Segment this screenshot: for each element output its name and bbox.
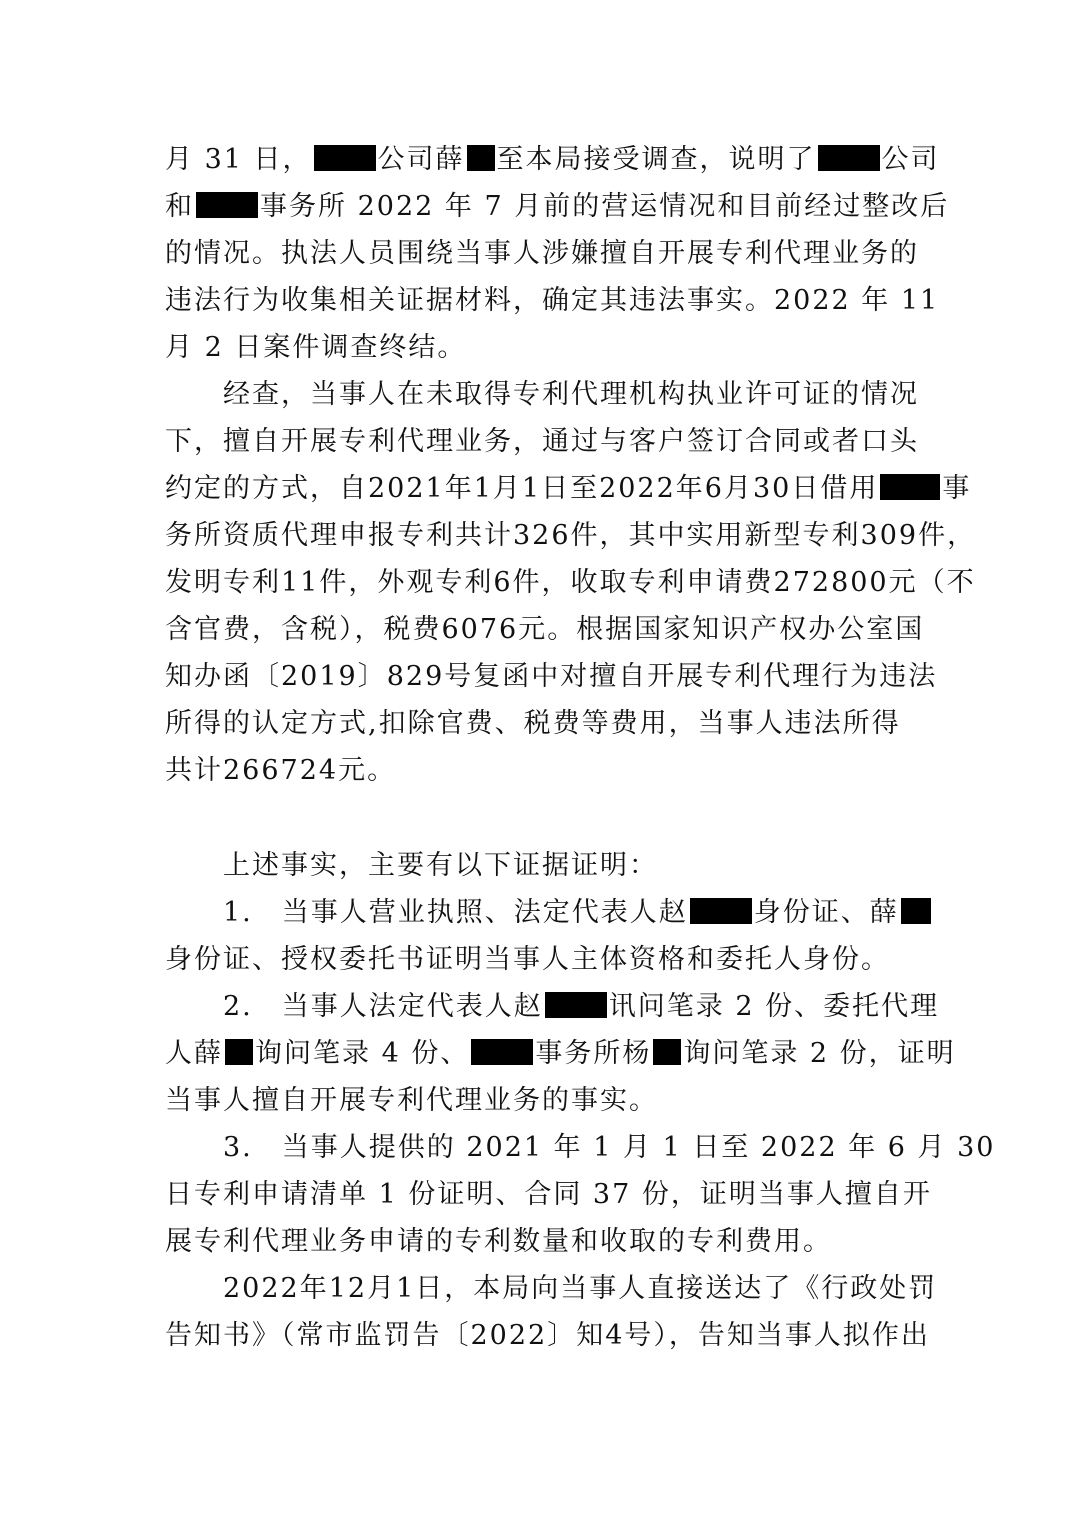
text-segment: 共计266724元。 <box>165 755 397 786</box>
text-line <box>165 136 940 183</box>
text-segment: 询问笔录 4 份、 <box>255 1038 470 1069</box>
text-line <box>165 1218 925 1265</box>
text-segment: 发明专利11件，外观专利6件，收取专利申请费272800元（不 <box>165 567 976 598</box>
text-line <box>165 324 925 371</box>
text-line <box>165 1124 996 1171</box>
redaction-block <box>818 145 880 171</box>
text-line <box>165 1265 938 1312</box>
text-segment: 所得的认定方式,扣除官费、税费等费用，当事人违法所得 <box>165 708 901 739</box>
text-line <box>165 1030 956 1077</box>
text-segment: 2. 当事人法定代表人赵 <box>165 991 543 1022</box>
text-segment: 身份证、薛 <box>753 897 899 928</box>
text-line <box>165 512 977 559</box>
text-segment: 3. 当事人提供的 2021 年 1 月 1 日至 2022 年 6 月 30 <box>165 1132 996 1163</box>
text-line <box>165 559 976 606</box>
text-segment: 月 31 日， <box>165 144 312 175</box>
paragraph-evidence <box>165 842 996 1359</box>
text-segment: 至本局接受调查，说明了 <box>496 144 816 175</box>
text-segment: 和 <box>165 191 194 222</box>
text-segment: 公司 <box>881 144 940 175</box>
text-segment: 月 2 日案件调查终结。 <box>165 332 467 363</box>
text-segment: 身份证、授权委托书证明当事人主体资格和委托人身份。 <box>165 944 890 975</box>
text-line <box>165 277 940 324</box>
text-line <box>165 889 925 936</box>
redaction-block <box>467 145 495 171</box>
text-segment: 事 <box>942 473 972 504</box>
text-line <box>165 983 940 1030</box>
text-segment: 事务所杨 <box>535 1038 652 1069</box>
text-segment: 日专利申请清单 1 份证明、合同 37 份，证明当事人擅自开 <box>165 1179 932 1210</box>
text-line <box>165 842 925 889</box>
redaction-block <box>880 474 940 500</box>
text-line <box>165 747 925 794</box>
text-segment: 含官费，含税），税费6076元。根据国家知识产权办公室国 <box>165 614 925 645</box>
text-line <box>165 606 925 653</box>
text-line <box>165 418 925 465</box>
redaction-block <box>314 145 376 171</box>
text-segment: 讯问笔录 2 份、委托代理 <box>608 991 940 1022</box>
text-line <box>165 653 938 700</box>
paragraph-findings <box>165 371 977 794</box>
text-segment: 事务所 2022 年 7 月前的营运情况和目前经过整改后 <box>260 191 950 222</box>
text-line <box>165 1312 930 1359</box>
text-line <box>165 936 925 983</box>
text-line <box>165 465 972 512</box>
text-segment: 1. 当事人营业执照、法定代表人赵 <box>165 897 688 928</box>
text-segment: 务所资质代理申报专利共计326件，其中实用新型专利309件， <box>165 520 977 551</box>
text-segment: 上述事实，主要有以下证据证明： <box>165 850 658 881</box>
text-segment: 公司薛 <box>377 144 465 175</box>
redaction-block <box>690 898 752 924</box>
text-segment: 下，擅自开展专利代理业务，通过与客户签订合同或者口头 <box>165 426 919 457</box>
redaction-block <box>653 1039 681 1065</box>
paragraph-investigation <box>165 136 950 371</box>
text-segment: 知办函〔2019〕829号复函中对擅自开展专利代理行为违法 <box>165 661 938 692</box>
redaction-block <box>225 1039 253 1065</box>
redaction-block <box>545 992 607 1018</box>
text-line <box>165 183 950 230</box>
text-line <box>165 371 925 418</box>
text-line <box>165 1171 932 1218</box>
text-segment: 违法行为收集相关证据材料，确定其违法事实。2022 年 11 <box>165 285 940 316</box>
text-line <box>165 700 925 747</box>
text-segment: 的情况。执法人员围绕当事人涉嫌擅自开展专利代理业务的 <box>165 238 919 269</box>
redaction-block <box>196 192 258 218</box>
text-line <box>165 1077 925 1124</box>
text-segment: 告知书》（常市监罚告〔2022〕知4号），告知当事人拟作出 <box>165 1320 930 1351</box>
text-segment: 展专利代理业务申请的专利数量和收取的专利费用。 <box>165 1226 832 1257</box>
text-line <box>165 230 925 277</box>
redaction-block <box>901 898 931 924</box>
text-segment: 经查，当事人在未取得专利代理机构执业许可证的情况 <box>165 379 919 410</box>
text-segment: 人薛 <box>165 1038 223 1069</box>
redaction-block <box>471 1039 533 1065</box>
text-segment: 约定的方式，自2021年1月1日至2022年6月30日借用 <box>165 473 879 504</box>
text-segment: 2022年12月1日，本局向当事人直接送达了《行政处罚 <box>165 1273 938 1304</box>
text-segment: 询问笔录 2 份，证明 <box>683 1038 956 1069</box>
text-segment: 当事人擅自开展专利代理业务的事实。 <box>165 1085 658 1116</box>
